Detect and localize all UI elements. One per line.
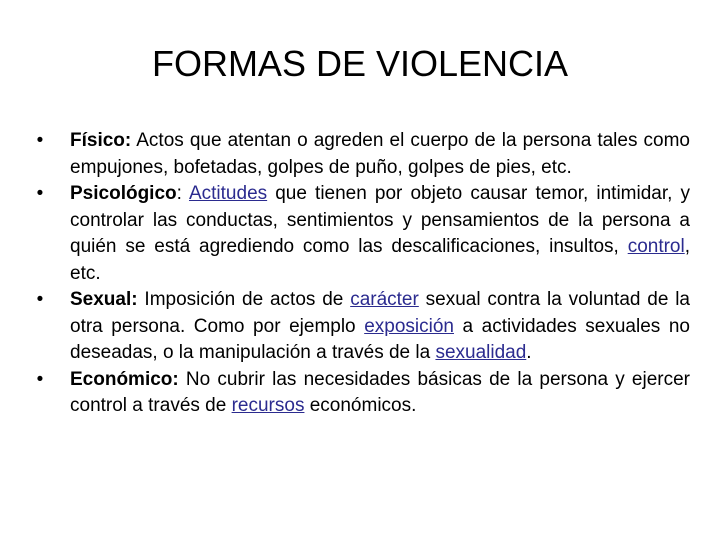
bullet-text: .: [526, 342, 532, 363]
hyperlink[interactable]: sexualidad: [435, 342, 527, 363]
bullet-item: [30, 367, 690, 420]
bullet-text: a actividades sexuales no deseadas, o la manipulación a través de la: [70, 315, 690, 363]
bullet-text: , etc.: [70, 236, 690, 284]
bullet-text: Actos que atentan o agreden el cuerpo de la persona tales como empujones, bofetadas, golpes de puño, golpes de pies, etc.: [70, 130, 690, 178]
bullet-text: que tienen por objeto causar temor, intimidar, y controlar las conductas, sentimientos y pensamientos de la persona a quién se está agrediendo como las descalificaciones, insultos,: [70, 183, 691, 257]
bullet-text: sexual contra la voluntad de la otra persona. Como por ejemplo: [70, 289, 691, 337]
bullet-text: económicos.: [304, 395, 417, 416]
bullet-text: :: [176, 183, 189, 204]
bullet-term: Físico:: [70, 130, 132, 151]
hyperlink[interactable]: control: [627, 236, 685, 257]
bullet-icon: •: [36, 183, 44, 204]
bullet-item: [30, 287, 690, 367]
bullet-list: [30, 128, 690, 420]
hyperlink[interactable]: exposición: [364, 315, 454, 337]
bullet-icon: •: [36, 130, 44, 151]
bullet-term: Sexual:: [70, 289, 138, 310]
bullet-term: Psicológico: [70, 183, 177, 204]
hyperlink[interactable]: recursos: [231, 395, 305, 416]
bullet-icon: •: [36, 289, 44, 310]
bullet-item: [30, 181, 690, 287]
slide-title: FORMAS DE VIOLENCIA: [151, 43, 569, 84]
bullet-term: Económico:: [70, 368, 179, 390]
bullet-text: No cubrir las necesidades básicas de la persona y ejercer control a través de: [70, 368, 690, 416]
hyperlink[interactable]: carácter: [350, 289, 419, 310]
hyperlink[interactable]: Actitudes: [188, 183, 268, 204]
bullet-icon: •: [36, 368, 44, 390]
bullet-text: Imposición de actos de: [137, 289, 351, 310]
bullet-item: [30, 128, 690, 181]
